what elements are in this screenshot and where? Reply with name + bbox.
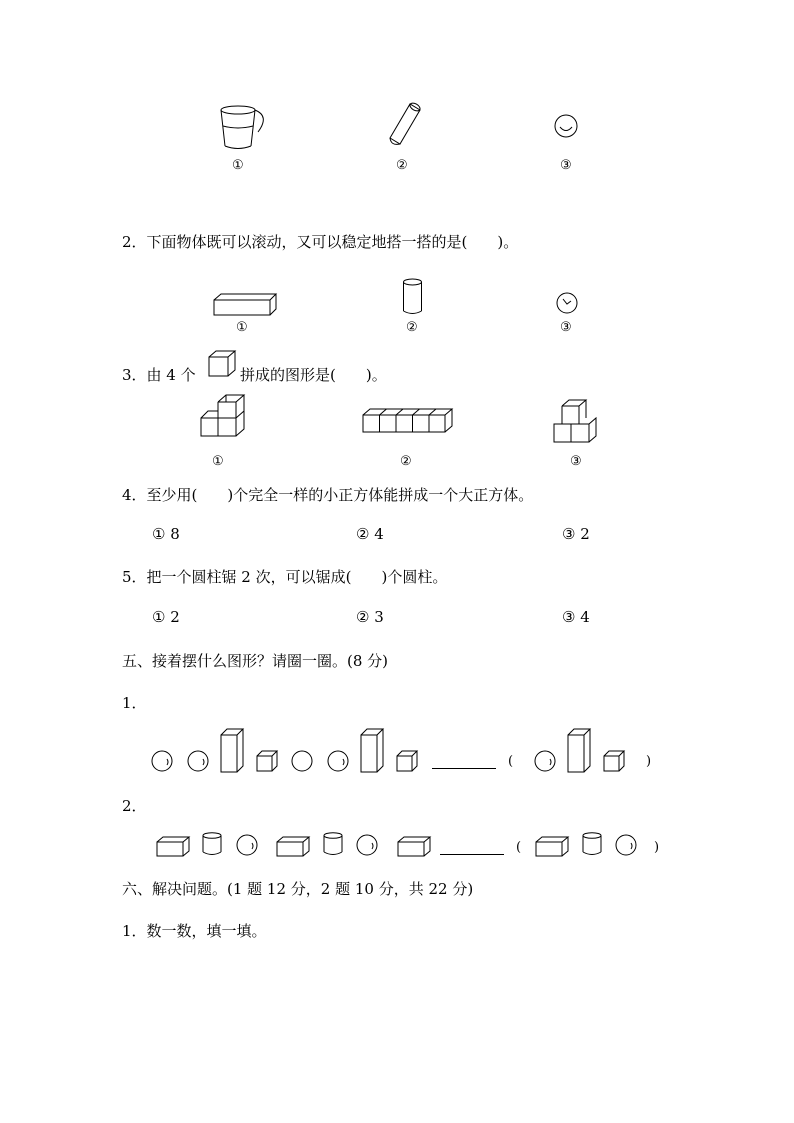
answer-blank-1[interactable]	[432, 768, 496, 769]
section5-item1-number: 1．	[122, 694, 147, 712]
q4-option-2: ② 4	[356, 525, 384, 543]
ball-icon	[236, 834, 260, 858]
section6-title: 六、解决问题。(1 题 12 分，2 题 10 分，共 22 分)	[122, 880, 474, 898]
choice-paren-open: (	[516, 840, 522, 855]
ball-choice-icon[interactable]	[534, 750, 558, 774]
q3-question-suffix: 拼成的图形是( )。	[240, 366, 387, 384]
q1-label-2: ②	[396, 158, 408, 173]
q4-option-1: ① 8	[152, 525, 180, 543]
ball-icon	[356, 834, 380, 858]
ball-icon	[187, 750, 211, 774]
cuboid-icon	[397, 836, 431, 858]
cylinder-icon	[402, 278, 424, 318]
row-cubes-figure-2	[362, 408, 454, 434]
cylinder-icon	[202, 832, 224, 858]
bucket-icon	[218, 102, 273, 152]
l-shaped-cubes-figure-3	[553, 398, 603, 446]
q2-question: 2．下面物体既可以滚动，又可以稳定地搭一搭的是( )。	[122, 233, 519, 251]
cylinder-icon	[323, 832, 345, 858]
q3-label-3: ③	[570, 454, 582, 469]
q4-option-3: ③ 2	[562, 525, 590, 543]
q3-label-2: ②	[400, 454, 412, 469]
ball-choice-icon[interactable]	[615, 834, 639, 858]
ball-icon	[556, 292, 580, 316]
tall-prism-icon	[360, 728, 386, 774]
section6-item1: 1．数一数，填一填。	[122, 922, 267, 940]
q2-label-2: ②	[406, 320, 418, 335]
small-cube-icon	[396, 750, 420, 774]
q5-option-1: ① 2	[152, 608, 180, 626]
q3-question-prefix: 3．由 4 个	[122, 366, 196, 384]
cuboid-choice-icon[interactable]	[535, 836, 569, 858]
q4-question: 4．至少用( )个完全一样的小正方体能拼成一个大正方体。	[122, 486, 534, 504]
q2-label-1: ①	[236, 320, 248, 335]
q5-option-2: ② 3	[356, 608, 384, 626]
small-cube-icon	[208, 350, 238, 380]
choice-paren-close: )	[646, 754, 652, 769]
ball-icon	[554, 114, 580, 140]
choice-paren-open: (	[508, 754, 514, 769]
cylinder-choice-icon[interactable]	[582, 832, 604, 858]
q5-option-3: ③ 4	[562, 608, 590, 626]
ball-icon	[151, 750, 175, 774]
q2-label-3: ③	[560, 320, 572, 335]
rolled-cylinder-icon	[388, 100, 428, 150]
tall-prism-icon	[220, 728, 246, 774]
ball-icon	[327, 750, 351, 774]
stacked-cubes-figure-1	[200, 392, 248, 440]
cuboid-icon	[156, 836, 190, 858]
section5-item2-number: 2．	[122, 797, 147, 815]
choice-paren-close: )	[654, 840, 660, 855]
ball-icon	[291, 750, 315, 774]
q3-label-1: ①	[212, 454, 224, 469]
q1-label-1: ①	[232, 158, 244, 173]
tall-prism-choice-icon[interactable]	[567, 728, 593, 774]
q5-question: 5．把一个圆柱锯 2 次，可以锯成( )个圆柱。	[122, 568, 448, 586]
cuboid-icon	[213, 293, 277, 317]
small-cube-icon	[256, 750, 280, 774]
q1-label-3: ③	[560, 158, 572, 173]
section5-title: 五、接着摆什么图形？请圈一圈。(8 分)	[122, 652, 389, 670]
small-cube-choice-icon[interactable]	[603, 750, 627, 774]
cuboid-icon	[276, 836, 310, 858]
answer-blank-2[interactable]	[440, 854, 504, 855]
